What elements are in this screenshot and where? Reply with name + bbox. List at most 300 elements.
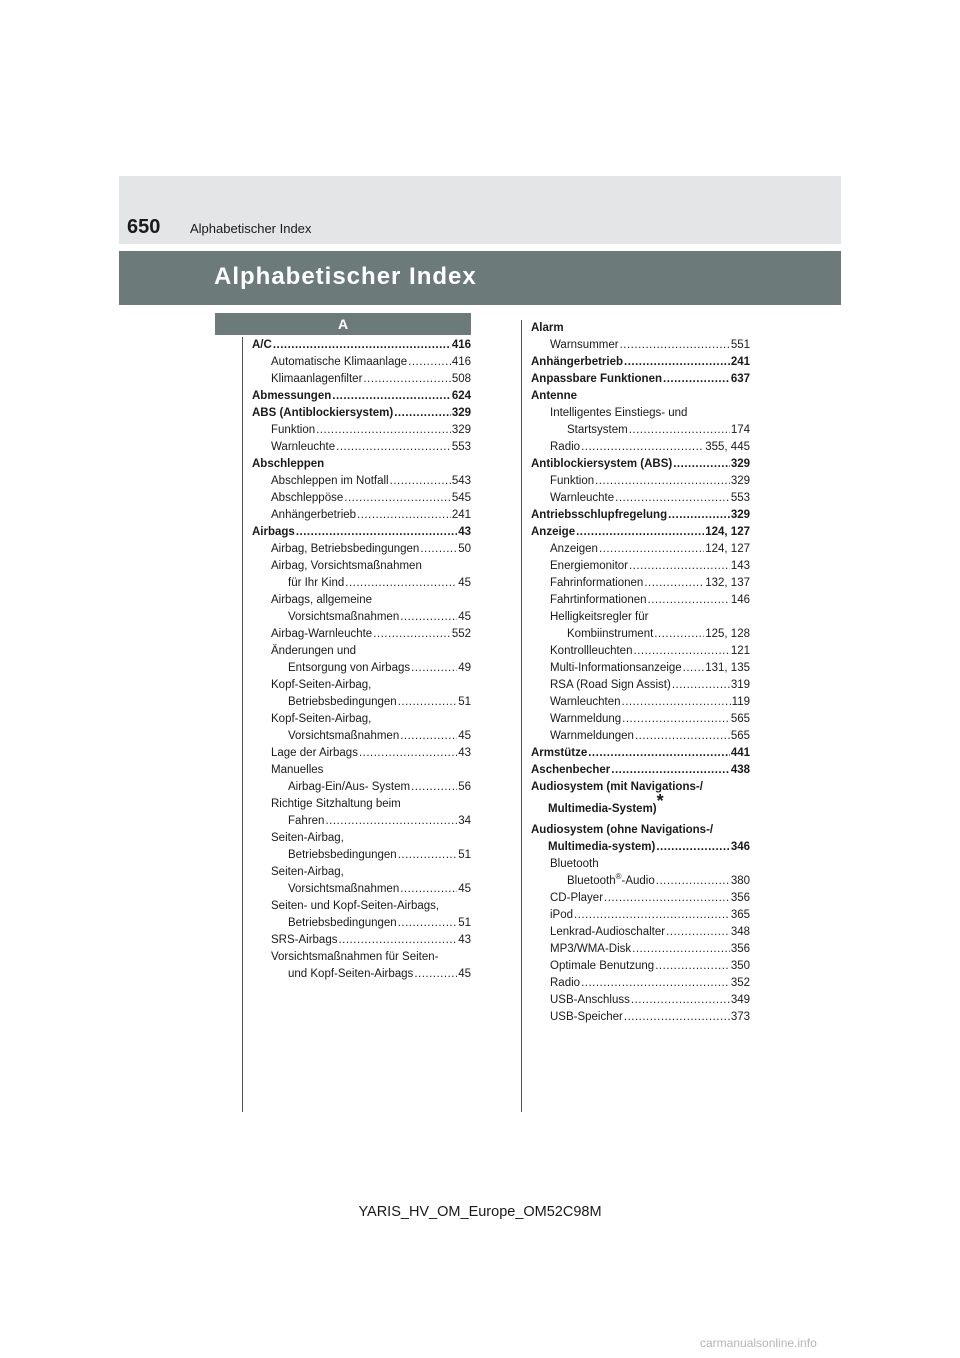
index-subentry bbox=[252, 932, 471, 949]
index-entry bbox=[531, 320, 750, 337]
dot-leader bbox=[620, 337, 730, 354]
page-reference: 146 bbox=[730, 594, 750, 606]
entry-label: für Ihr Kind bbox=[288, 577, 345, 589]
entry-line bbox=[271, 609, 471, 626]
dot-leader bbox=[398, 915, 458, 932]
page-number: 650 bbox=[127, 216, 161, 238]
entry-line bbox=[531, 354, 750, 371]
page-reference: 143 bbox=[730, 560, 750, 572]
entry-label: Energiemonitor bbox=[550, 560, 628, 572]
index-subentry bbox=[531, 907, 750, 924]
page-reference: 350 bbox=[730, 960, 750, 972]
dot-leader bbox=[344, 490, 451, 507]
entry-line bbox=[531, 388, 750, 405]
entry-line bbox=[550, 490, 750, 507]
entry-line bbox=[271, 932, 471, 949]
entry-text: Multimedia-System) bbox=[548, 803, 657, 815]
entry-label: Fahren bbox=[288, 815, 325, 827]
dot-leader bbox=[624, 1009, 730, 1026]
page-reference: 241 bbox=[730, 356, 750, 368]
index-entry bbox=[531, 456, 750, 473]
entry-label: Airbags bbox=[252, 526, 295, 538]
page-reference: 365 bbox=[730, 909, 750, 921]
entry-label: Startsystem bbox=[567, 424, 628, 436]
entry-line bbox=[271, 813, 471, 830]
index-entry bbox=[531, 745, 750, 762]
index-subentry bbox=[252, 830, 471, 864]
entry-line bbox=[271, 354, 471, 371]
page-reference: 438 bbox=[730, 764, 750, 776]
index-subentry bbox=[531, 592, 750, 609]
entry-line bbox=[550, 439, 750, 456]
page-reference: 545 bbox=[451, 492, 471, 504]
dot-leader bbox=[622, 694, 731, 711]
index-subentry bbox=[531, 924, 750, 941]
dot-leader bbox=[357, 507, 451, 524]
entry-line bbox=[550, 958, 750, 975]
index-subentry bbox=[531, 992, 750, 1009]
index-entry bbox=[531, 388, 750, 405]
dot-leader bbox=[345, 575, 457, 592]
page-reference: 51 bbox=[458, 696, 471, 708]
entry-line bbox=[271, 847, 471, 864]
entry-line bbox=[252, 456, 471, 473]
entry-text: Seiten-Airbag, bbox=[271, 866, 344, 878]
entry-line bbox=[550, 643, 750, 660]
entry-label: und Kopf-Seiten-Airbags bbox=[288, 968, 414, 980]
page-reference: 553 bbox=[730, 492, 750, 504]
index-letter-tab: A bbox=[215, 313, 471, 335]
page-reference: 119 bbox=[731, 696, 750, 708]
entry-text: Seiten- und Kopf-Seiten-Airbags, bbox=[271, 900, 440, 912]
index-subentry bbox=[531, 609, 750, 643]
index-subentry bbox=[252, 745, 471, 762]
index-subentry bbox=[531, 473, 750, 490]
entry-line bbox=[531, 320, 750, 337]
page-reference: 124, 127 bbox=[705, 543, 750, 555]
dot-leader bbox=[411, 779, 457, 796]
index-entry bbox=[531, 371, 750, 388]
dot-leader bbox=[273, 337, 451, 354]
entry-label: USB-Anschluss bbox=[550, 994, 630, 1006]
watermark: carmanualsonline.info bbox=[700, 1336, 817, 1350]
entry-line bbox=[271, 541, 471, 558]
dot-leader bbox=[296, 524, 457, 541]
index-subentry bbox=[531, 711, 750, 728]
entry-line bbox=[531, 507, 750, 524]
entry-text: Helligkeitsregler für bbox=[550, 611, 649, 623]
entry-text: Änderungen und bbox=[271, 645, 357, 657]
entry-line bbox=[550, 626, 750, 643]
page-reference: 132, 137 bbox=[705, 577, 750, 589]
entry-label: SRS-Airbags bbox=[271, 934, 338, 946]
index-subentry bbox=[252, 711, 471, 745]
entry-text: Kopf-Seiten-Airbag, bbox=[271, 713, 372, 725]
entry-label: iPod bbox=[550, 909, 574, 921]
entry-text: Airbags, allgemeine bbox=[271, 594, 373, 606]
entry-label: CD-Player bbox=[550, 892, 604, 904]
entry-text: Bluetooth bbox=[567, 875, 616, 887]
dot-leader bbox=[338, 932, 457, 949]
index-subentry bbox=[531, 660, 750, 677]
dot-leader bbox=[363, 371, 450, 388]
page-reference: 45 bbox=[458, 730, 471, 742]
entry-label: Kombiinstrument bbox=[567, 628, 654, 640]
dot-leader bbox=[644, 575, 704, 592]
registered-mark: ® bbox=[615, 872, 622, 882]
dot-leader bbox=[629, 422, 730, 439]
dot-leader bbox=[420, 541, 457, 558]
dot-leader bbox=[581, 975, 730, 992]
index-subentry bbox=[531, 958, 750, 975]
entry-line bbox=[271, 422, 471, 439]
dot-leader bbox=[400, 609, 457, 626]
index-subentry bbox=[531, 856, 750, 890]
index-subentry bbox=[252, 796, 471, 830]
index-entry bbox=[252, 405, 471, 422]
page-reference: 349 bbox=[730, 994, 750, 1006]
entry-label: Anzeige bbox=[531, 526, 576, 538]
entry-label: Multi-Informationsanzeige bbox=[550, 662, 682, 674]
entry-label: Warnmeldungen bbox=[550, 730, 634, 742]
page-reference: 552 bbox=[451, 628, 471, 640]
dot-leader bbox=[655, 958, 730, 975]
entry-text: Bluetooth bbox=[550, 858, 599, 870]
index-subentry bbox=[252, 677, 471, 711]
dot-leader bbox=[668, 507, 730, 524]
dot-leader bbox=[629, 558, 730, 575]
dot-leader bbox=[615, 490, 730, 507]
entry-line bbox=[550, 541, 750, 558]
entry-line bbox=[271, 728, 471, 745]
index-entry bbox=[531, 762, 750, 779]
page-reference: 329 bbox=[730, 458, 750, 470]
dot-leader bbox=[408, 354, 451, 371]
entry-line bbox=[252, 405, 471, 422]
page-reference: 329 bbox=[451, 424, 471, 436]
entry-line bbox=[271, 507, 471, 524]
dot-leader bbox=[673, 456, 730, 473]
dot-leader bbox=[359, 745, 457, 762]
entry-label: MP3/WMA-Disk bbox=[550, 943, 632, 955]
entry-line bbox=[550, 711, 750, 728]
index-subentry bbox=[252, 558, 471, 592]
entry-line bbox=[550, 1009, 750, 1026]
entry-line bbox=[271, 371, 471, 388]
entry-line bbox=[550, 694, 750, 711]
entry-label: Vorsichtsmaßnahmen bbox=[288, 883, 400, 895]
page-reference: 356 bbox=[730, 943, 750, 955]
entry-label: Anpassbare Funktionen bbox=[531, 373, 662, 385]
dot-leader bbox=[648, 592, 730, 609]
dot-leader bbox=[576, 524, 704, 541]
entry-label: Funktion bbox=[271, 424, 316, 436]
entry-line bbox=[550, 924, 750, 941]
entry-line bbox=[271, 881, 471, 898]
entry-line bbox=[271, 915, 471, 932]
page-reference: 329 bbox=[730, 475, 750, 487]
entry-label: Anhängerbetrieb bbox=[531, 356, 624, 368]
index-subentry bbox=[252, 473, 471, 490]
entry-label: Fahrinformationen bbox=[550, 577, 644, 589]
entry-text: Manuelles bbox=[271, 764, 324, 776]
index-subentry bbox=[252, 643, 471, 677]
page-reference: 329 bbox=[451, 407, 471, 419]
entry-label: Entsorgung von Airbags bbox=[288, 662, 411, 674]
entry-line bbox=[550, 558, 750, 575]
entry-line bbox=[271, 439, 471, 456]
dot-leader bbox=[632, 941, 730, 958]
page-reference: 45 bbox=[458, 968, 471, 980]
index-entry bbox=[531, 354, 750, 371]
page-reference: 356 bbox=[730, 892, 750, 904]
entry-label: Airbag, Betriebsbedingungen bbox=[271, 543, 420, 555]
entry-label: Antenne bbox=[531, 390, 577, 402]
page-reference: 416 bbox=[451, 339, 471, 351]
entry-text: Audiosystem (mit Navigations-/ bbox=[531, 781, 703, 793]
dot-leader bbox=[398, 694, 458, 711]
entry-label: USB-Speicher bbox=[550, 1011, 623, 1023]
header-section-title: Alphabetischer Index bbox=[190, 221, 312, 236]
page-reference: 329 bbox=[730, 509, 750, 521]
index-subentry bbox=[531, 728, 750, 745]
index-subentry bbox=[531, 439, 750, 456]
entry-text: Audiosystem (ohne Navigations-/ bbox=[531, 824, 714, 836]
entry-label: Radio bbox=[550, 441, 581, 453]
page-reference: 319 bbox=[730, 679, 750, 691]
dot-leader bbox=[325, 813, 457, 830]
entry-label: Abmessungen bbox=[252, 390, 332, 402]
entry-label: Airbag-Ein/Aus- System bbox=[288, 781, 411, 793]
entry-label: Fahrtinformationen bbox=[550, 594, 647, 606]
page-reference: 43 bbox=[458, 934, 471, 946]
entry-line bbox=[531, 839, 750, 856]
entry-label: Optimale Benutzung bbox=[550, 960, 655, 972]
entry-label: Abschleppen im Notfall bbox=[271, 475, 389, 487]
page-reference: 34 bbox=[458, 815, 471, 827]
dot-leader bbox=[595, 473, 730, 490]
entry-line bbox=[531, 456, 750, 473]
page-reference: 553 bbox=[451, 441, 471, 453]
index-subentry bbox=[531, 975, 750, 992]
entry-label: Warnmeldung bbox=[550, 713, 622, 725]
entry-label: Klimaanlagenfilter bbox=[271, 373, 363, 385]
entry-text: Intelligentes Einstiegs- und bbox=[550, 407, 688, 419]
dot-leader bbox=[622, 711, 730, 728]
entry-label: A/C bbox=[252, 339, 272, 351]
index-column-left bbox=[252, 337, 471, 983]
entry-label: Betriebsbedingungen bbox=[288, 917, 397, 929]
page-reference: 51 bbox=[458, 849, 471, 861]
entry-line bbox=[531, 762, 750, 779]
dot-leader bbox=[400, 728, 457, 745]
entry-label: ABS (Antiblockiersystem) bbox=[252, 407, 394, 419]
index-entry bbox=[531, 779, 750, 822]
entry-label: Lenkrad-Audioschalter bbox=[550, 926, 666, 938]
dot-leader bbox=[656, 873, 730, 890]
page-reference: 124, 127 bbox=[705, 526, 750, 538]
dot-leader bbox=[611, 762, 730, 779]
page-reference: 241 bbox=[451, 509, 471, 521]
page-reference: 551 bbox=[730, 339, 750, 351]
entry-label: Armstütze bbox=[531, 747, 588, 759]
index-entry bbox=[252, 337, 471, 354]
entry-line bbox=[550, 592, 750, 609]
entry-text: Seiten-Airbag, bbox=[271, 832, 344, 844]
entry-text: Airbag, Vorsichtsmaßnahmen bbox=[271, 560, 422, 572]
dot-leader bbox=[656, 839, 729, 856]
entry-line bbox=[550, 422, 750, 439]
dot-leader bbox=[588, 745, 730, 762]
index-subentry bbox=[531, 694, 750, 711]
index-subentry bbox=[531, 558, 750, 575]
entry-line bbox=[550, 660, 750, 677]
entry-label: Lage der Airbags bbox=[271, 747, 358, 759]
entry-line bbox=[252, 388, 471, 405]
index-subentry bbox=[531, 643, 750, 660]
page-reference: 174 bbox=[730, 424, 750, 436]
dot-leader bbox=[624, 354, 730, 371]
dot-leader bbox=[336, 439, 451, 456]
dot-leader bbox=[631, 992, 730, 1009]
entry-label: Automatische Klimaanlage bbox=[271, 356, 408, 368]
dot-leader bbox=[672, 677, 730, 694]
index-subentry bbox=[252, 898, 471, 932]
page-reference: 45 bbox=[458, 883, 471, 895]
entry-label: Antriebsschlupfregelung bbox=[531, 509, 668, 521]
entry-line bbox=[550, 890, 750, 907]
entry-label: Funktion bbox=[550, 475, 595, 487]
entry-label: Betriebsbedingungen bbox=[288, 849, 397, 861]
index-subentry bbox=[531, 575, 750, 592]
entry-label: Radio bbox=[550, 977, 581, 989]
dot-leader bbox=[411, 660, 457, 677]
dot-leader bbox=[654, 626, 704, 643]
index-entry bbox=[531, 507, 750, 524]
page-reference: 565 bbox=[730, 713, 750, 725]
page-reference: 45 bbox=[458, 577, 471, 589]
page-reference: 373 bbox=[730, 1011, 750, 1023]
page-reference: 43 bbox=[458, 747, 471, 759]
entry-line bbox=[531, 524, 750, 541]
entry-text: Vorsichtsmaßnahmen für Seiten- bbox=[271, 951, 439, 963]
page-reference: 50 bbox=[458, 543, 471, 555]
entry-text: Richtige Sitzhaltung beim bbox=[271, 798, 401, 810]
index-subentry bbox=[531, 541, 750, 558]
entry-line bbox=[271, 575, 471, 592]
page-title: Alphabetischer Index bbox=[214, 263, 477, 290]
dot-leader bbox=[635, 728, 730, 745]
dot-leader bbox=[574, 907, 730, 924]
entry-label: Warnsummer bbox=[550, 339, 619, 351]
index-entry bbox=[252, 388, 471, 405]
page-reference: 565 bbox=[730, 730, 750, 742]
entry-line bbox=[550, 337, 750, 354]
index-subentry bbox=[531, 677, 750, 694]
entry-label: Antiblockiersystem (ABS) bbox=[531, 458, 673, 470]
page-reference: 352 bbox=[730, 977, 750, 989]
entry-label: Abschleppöse bbox=[271, 492, 344, 504]
dot-leader bbox=[390, 473, 451, 490]
dot-leader bbox=[633, 643, 729, 660]
entry-label: Airbag-Warnleuchte bbox=[271, 628, 373, 640]
index-subentry bbox=[252, 354, 471, 371]
index-entry bbox=[252, 524, 471, 541]
dot-leader bbox=[332, 388, 451, 405]
index-entry bbox=[531, 822, 750, 856]
index-subentry bbox=[531, 490, 750, 507]
entry-label: Abschleppen bbox=[252, 458, 325, 470]
index-subentry bbox=[531, 337, 750, 354]
index-subentry bbox=[252, 371, 471, 388]
dot-leader bbox=[373, 626, 451, 643]
asterisk-mark: * bbox=[656, 791, 664, 812]
page-reference: 637 bbox=[730, 373, 750, 385]
entry-label: Anhängerbetrieb bbox=[271, 509, 357, 521]
page-reference: 45 bbox=[458, 611, 471, 623]
entry-label: Betriebsbedingungen bbox=[288, 696, 397, 708]
page-reference: 51 bbox=[458, 917, 471, 929]
entry-line bbox=[550, 941, 750, 958]
index-entry bbox=[252, 456, 471, 473]
dot-leader bbox=[316, 422, 451, 439]
right-column-rule bbox=[521, 320, 522, 1112]
entry-line bbox=[550, 975, 750, 992]
page-reference: 355, 445 bbox=[705, 441, 750, 453]
entry-label: Vorsichtsmaßnahmen bbox=[288, 730, 400, 742]
index-subentry bbox=[252, 864, 471, 898]
page-reference: 624 bbox=[451, 390, 471, 402]
entry-line bbox=[271, 745, 471, 762]
entry-text-continued bbox=[531, 791, 750, 822]
page-reference: 121 bbox=[730, 645, 750, 657]
entry-text: -Audio bbox=[621, 875, 655, 887]
entry-line bbox=[531, 371, 750, 388]
entry-line bbox=[531, 745, 750, 762]
index-subentry bbox=[252, 507, 471, 524]
entry-line bbox=[271, 966, 471, 983]
entry-label: Kontrollleuchten bbox=[550, 645, 633, 657]
index-subentry bbox=[252, 422, 471, 439]
dot-leader bbox=[398, 847, 458, 864]
index-subentry bbox=[252, 541, 471, 558]
dot-leader bbox=[683, 660, 705, 677]
entry-label bbox=[567, 873, 655, 890]
entry-line bbox=[550, 907, 750, 924]
dot-leader bbox=[400, 881, 457, 898]
index-column-right bbox=[531, 320, 750, 1026]
entry-line bbox=[271, 660, 471, 677]
dot-leader bbox=[666, 924, 730, 941]
entry-line bbox=[271, 779, 471, 796]
dot-leader bbox=[581, 439, 704, 456]
entry-line bbox=[550, 728, 750, 745]
page-reference: 380 bbox=[730, 875, 750, 887]
dot-leader bbox=[394, 405, 451, 422]
page-reference: 43 bbox=[458, 526, 471, 538]
page-reference: 125, 128 bbox=[705, 628, 750, 640]
entry-text: Kopf-Seiten-Airbag, bbox=[271, 679, 372, 691]
entry-line bbox=[550, 575, 750, 592]
page-reference: 348 bbox=[730, 926, 750, 938]
entry-line bbox=[252, 337, 471, 354]
page-reference: 441 bbox=[730, 747, 750, 759]
entry-label: Warnleuchte bbox=[550, 492, 615, 504]
entry-line bbox=[550, 473, 750, 490]
dot-leader bbox=[414, 966, 457, 983]
index-subentry bbox=[531, 941, 750, 958]
dot-leader bbox=[604, 890, 730, 907]
